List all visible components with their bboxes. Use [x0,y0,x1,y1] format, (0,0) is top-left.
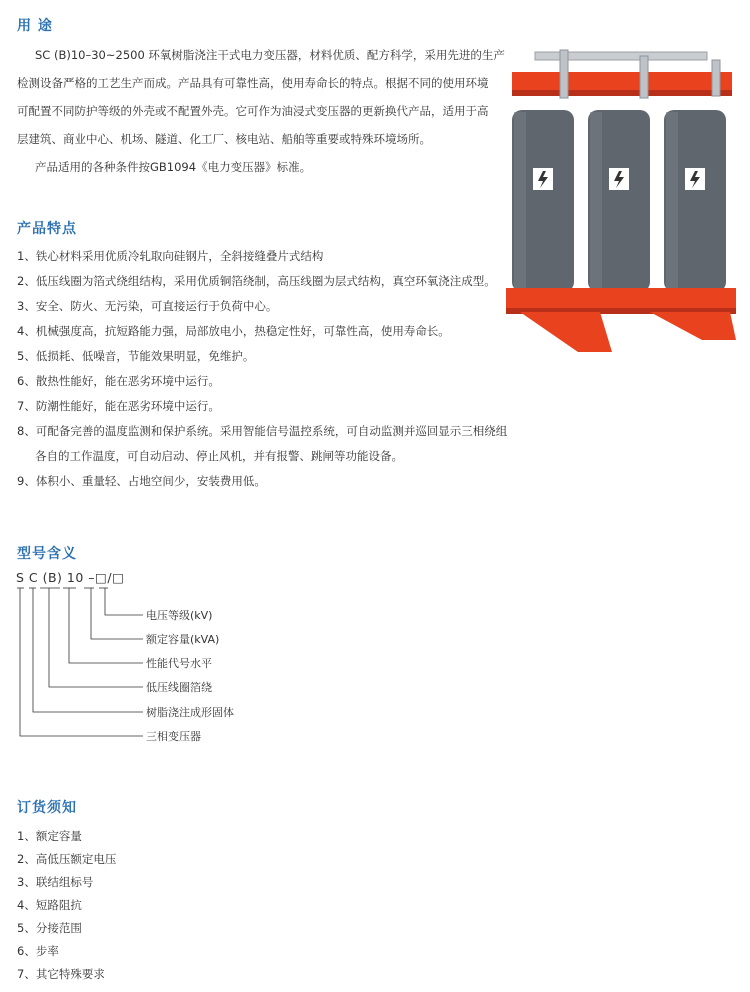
model-code-diagram [12,570,272,750]
usage-heading: 用 途 [17,18,53,34]
feature-item: 7、防潮性能好，能在恶劣环境中运行。 [17,399,220,413]
model-label-foil-winding: 低压线圈箔绕 [146,681,212,694]
model-label-three-phase: 三相变压器 [146,730,201,743]
transformer-photo [500,40,740,360]
usage-line-2: 检测设备严格的工艺生产而成。产品具有可靠性高，使用寿命长的特点。根据不同的使用环境 [17,76,489,90]
feature-item: 5、低损耗、低噪音，节能效果明显，免维护。 [17,349,255,363]
order-heading: 订货须知 [17,800,77,816]
order-item: 3、联结组标号 [17,875,94,889]
model-label-resin-cast: 树脂浇注成形固体 [146,706,234,719]
feature-item: 各自的工作温度，可自动启动、停止风机，并有报警、跳闸等功能设备。 [35,449,403,463]
model-label-capacity: 额定容量(kVA) [146,633,220,646]
usage-line-4: 层建筑、商业中心、机场、隧道、化工厂、核电站、船舶等重要或特殊环境场所。 [17,132,431,146]
high-voltage-warning-icon [609,168,629,190]
model-code: S C (B) 10 –□/□ [16,570,125,585]
high-voltage-warning-icon [533,168,553,190]
usage-line-5: 产品适用的各种条件按GB1094《电力变压器》标准。 [35,160,312,174]
feature-item: 2、低压线圈为箔式绕组结构，采用优质铜箔绕制，高压线圈为层式结构，真空环氧浇注成型。 [17,274,496,288]
feature-item: 3、安全、防火、无污染，可直接运行于负荷中心。 [17,299,278,313]
feature-item: 8、可配备完善的温度监测和保护系统。采用智能信号温控系统，可自动监测并巡回显示三相绕组 [17,424,508,438]
model-heading: 型号含义 [17,546,77,562]
order-item: 5、分接范围 [17,921,82,935]
feature-item: 1、铁心材料采用优质冷轧取向硅钢片，全斜接缝叠片式结构 [17,249,324,263]
order-item: 7、其它特殊要求 [17,967,105,981]
order-item: 6、步率 [17,944,59,958]
feature-item: 4、机械强度高，抗短路能力强，局部放电小，热稳定性好，可靠性高，使用寿命长。 [17,324,450,338]
usage-line-3: 可配置不同防护等级的外壳或不配置外壳。它可作为油浸式变压器的更新换代产品，适用于高 [17,104,489,118]
features-heading: 产品特点 [17,221,77,237]
high-voltage-warning-icon [685,168,705,190]
model-label-voltage: 电压等级(kV) [146,609,213,622]
usage-line-1: SC (B)10–30~2500 环氧树脂浇注干式电力变压器，材料优质、配方科学，采用先进的生产 [35,48,505,62]
order-item: 4、短路阻抗 [17,898,82,912]
feature-item: 6、散热性能好，能在恶劣环境中运行。 [17,374,220,388]
order-item: 2、高低压额定电压 [17,852,117,866]
model-label-performance: 性能代号水平 [146,657,212,670]
order-item: 1、额定容量 [17,829,82,843]
feature-item: 9、体积小、重量轻、占地空间少，安装费用低。 [17,474,266,488]
